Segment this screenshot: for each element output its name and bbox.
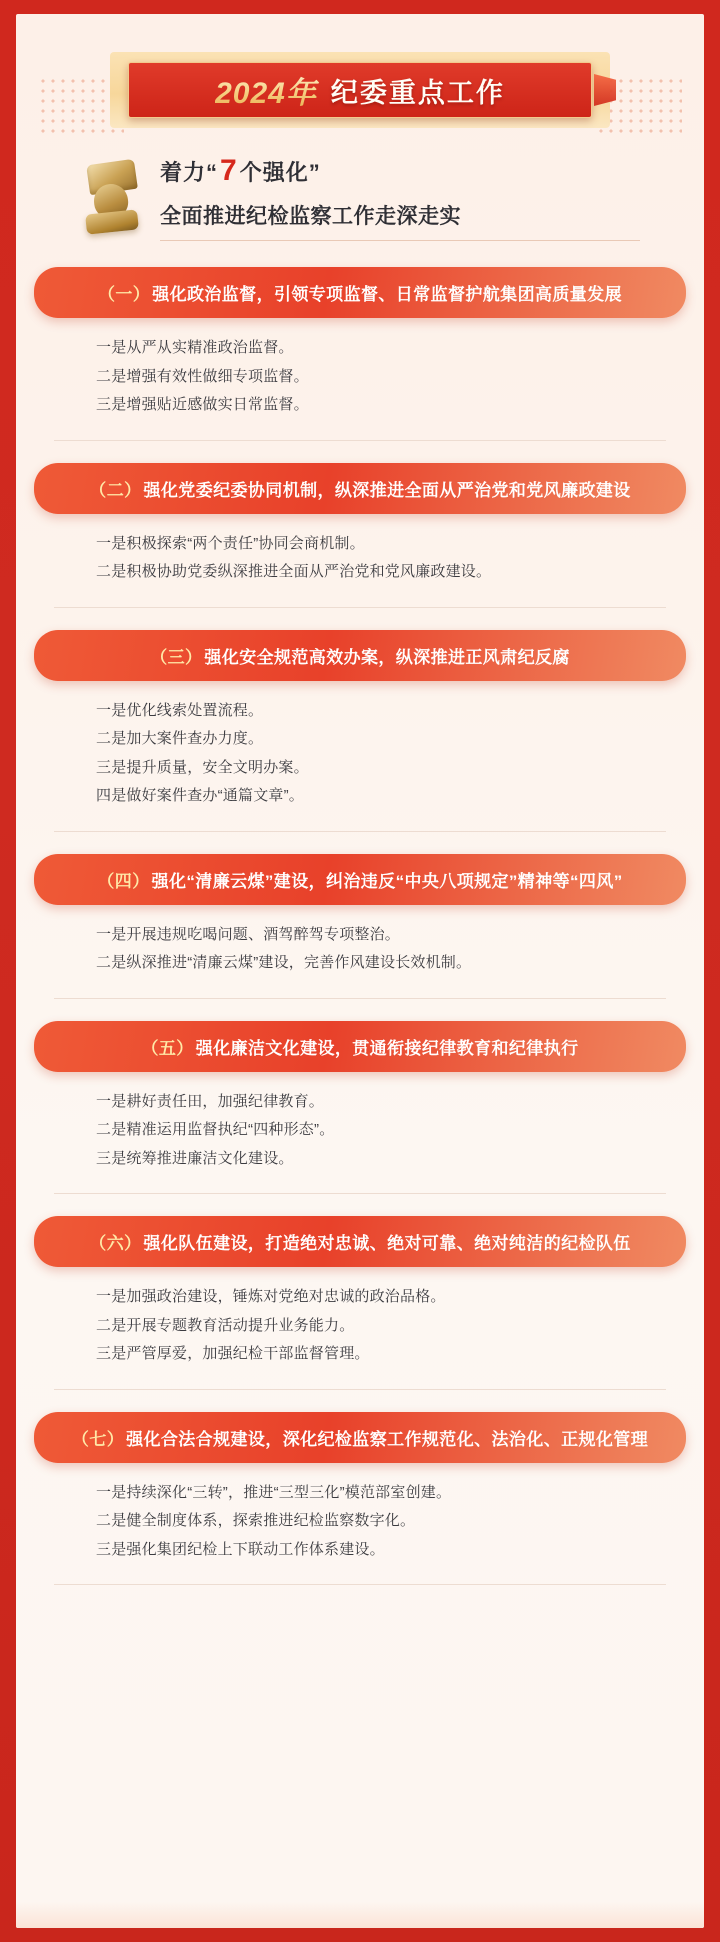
- subheader-suffix: 个强化”: [239, 160, 321, 185]
- section-title: 强化党委纪委协同机制，纵深推进全面从严治党和党风廉政建设: [143, 480, 631, 500]
- section-heading-pill: [34, 854, 686, 905]
- list-item: 一是开展违规吃喝问题、酒驾醉驾专项整治。: [96, 925, 401, 943]
- section-divider: [54, 998, 666, 999]
- section-index: （七）: [71, 1429, 125, 1449]
- list-item: 三是严管厚爱，加强纪检干部监督管理。: [96, 1345, 370, 1362]
- section-points: [34, 1479, 686, 1565]
- list-item: 一是加强政治建设，锤炼对党绝对忠诚的政治品格。: [96, 1288, 446, 1305]
- list-item: 一是优化线索处置流程。: [96, 701, 264, 719]
- section-item: [16, 1412, 704, 1586]
- subheader-number: 7: [220, 154, 238, 187]
- section-index: （六）: [89, 1234, 142, 1253]
- section-item: [16, 463, 704, 608]
- subheader-text: [160, 154, 640, 241]
- title-main: 纪委重点工作: [330, 77, 505, 108]
- list-item: 二是增强有效性做细专项监督。: [96, 367, 309, 385]
- list-item: 二是健全制度体系，探索推进纪检监察数字化。: [96, 1512, 416, 1529]
- section-title: 强化“清廉云煤”建设，纠治违反“中央八项规定”精神等“四风”: [151, 871, 623, 891]
- subheader-line-1: [160, 154, 640, 188]
- section-points: [34, 697, 686, 811]
- section-title: 强化廉洁文化建设，贯通衔接纪律教育和纪律执行: [195, 1038, 579, 1058]
- section-divider: [54, 607, 666, 608]
- section-index: （一）: [97, 285, 151, 304]
- section-heading-pill: [34, 463, 686, 514]
- section-heading-pill: [34, 1412, 686, 1463]
- section-title: 强化政治监督，引领专项监督、日常监督护航集团高质量发展: [152, 285, 622, 304]
- section-heading-pill: [34, 1216, 686, 1267]
- section-divider: [54, 440, 666, 441]
- section-index: （四）: [97, 871, 150, 891]
- section-points: [34, 1088, 686, 1174]
- subheader: [80, 154, 640, 241]
- section-list: [16, 267, 704, 1585]
- seal-stamp-icon: [80, 160, 146, 236]
- section-divider: [54, 1389, 666, 1390]
- section-index: （三）: [150, 647, 203, 667]
- list-item: 二是积极协助党委纵深推进全面从严治党和党风廉政建设。: [96, 563, 492, 580]
- section-divider: [54, 1584, 666, 1585]
- list-item: 四是做好案件查办“通篇文章”。: [96, 787, 304, 804]
- section-heading-pill: [34, 1021, 686, 1072]
- section-item: [16, 267, 704, 441]
- list-item: 一是持续深化“三转”，推进“三型三化”模范部室创建。: [96, 1483, 452, 1501]
- section-index: （二）: [89, 480, 142, 500]
- section-points: [34, 921, 686, 978]
- list-item: 三是强化集团纪检上下联动工作体系建设。: [96, 1540, 385, 1558]
- list-item: 一是从严从实精准政治监督。: [96, 339, 294, 356]
- section-title: 强化合法合规建设，深化纪检监察工作规范化、法治化、正规化管理: [126, 1429, 649, 1449]
- title-banner: [110, 52, 610, 128]
- list-item: 三是增强贴近感做实日常监督。: [96, 396, 309, 413]
- section-points: [34, 334, 686, 420]
- section-item: [16, 1021, 704, 1195]
- section-title: 强化队伍建设，打造绝对忠诚、绝对可靠、绝对纯洁的纪检队伍: [143, 1234, 631, 1253]
- section-heading-pill: [34, 630, 686, 681]
- title-plate: [128, 62, 592, 118]
- section-item: [16, 1216, 704, 1390]
- list-item: 二是加大案件查办力度。: [96, 730, 264, 747]
- list-item: 二是开展专题教育活动提升业务能力。: [96, 1316, 355, 1334]
- poster-inner: [16, 14, 704, 1928]
- section-heading-pill: [34, 267, 686, 318]
- section-divider: [54, 1193, 666, 1194]
- section-points: [34, 530, 686, 587]
- subheader-prefix: 着力“: [160, 160, 219, 185]
- section-item: [16, 630, 704, 832]
- bottom-gradient: [16, 1902, 704, 1928]
- subheader-line-2: 全面推进纪检监察工作走深走实: [160, 200, 640, 241]
- section-divider: [54, 831, 666, 832]
- list-item: 三是统筹推进廉洁文化建设。: [96, 1149, 294, 1167]
- list-item: 三是提升质量，安全文明办案。: [96, 758, 309, 776]
- list-item: 一是积极探索“两个责任”协同会商机制。: [96, 534, 365, 552]
- section-item: [16, 854, 704, 999]
- title-year: 2024年: [215, 68, 321, 112]
- section-title: 强化安全规范高效办案，纵深推进正风肃纪反腐: [204, 647, 570, 667]
- section-index: （五）: [141, 1038, 194, 1058]
- section-points: [34, 1283, 686, 1369]
- list-item: 一是耕好责任田，加强纪律教育。: [96, 1092, 325, 1110]
- list-item: 二是精准运用监督执纪“四种形态”。: [96, 1121, 335, 1138]
- list-item: 二是纵深推进“清廉云煤”建设，完善作风建设长效机制。: [96, 954, 472, 971]
